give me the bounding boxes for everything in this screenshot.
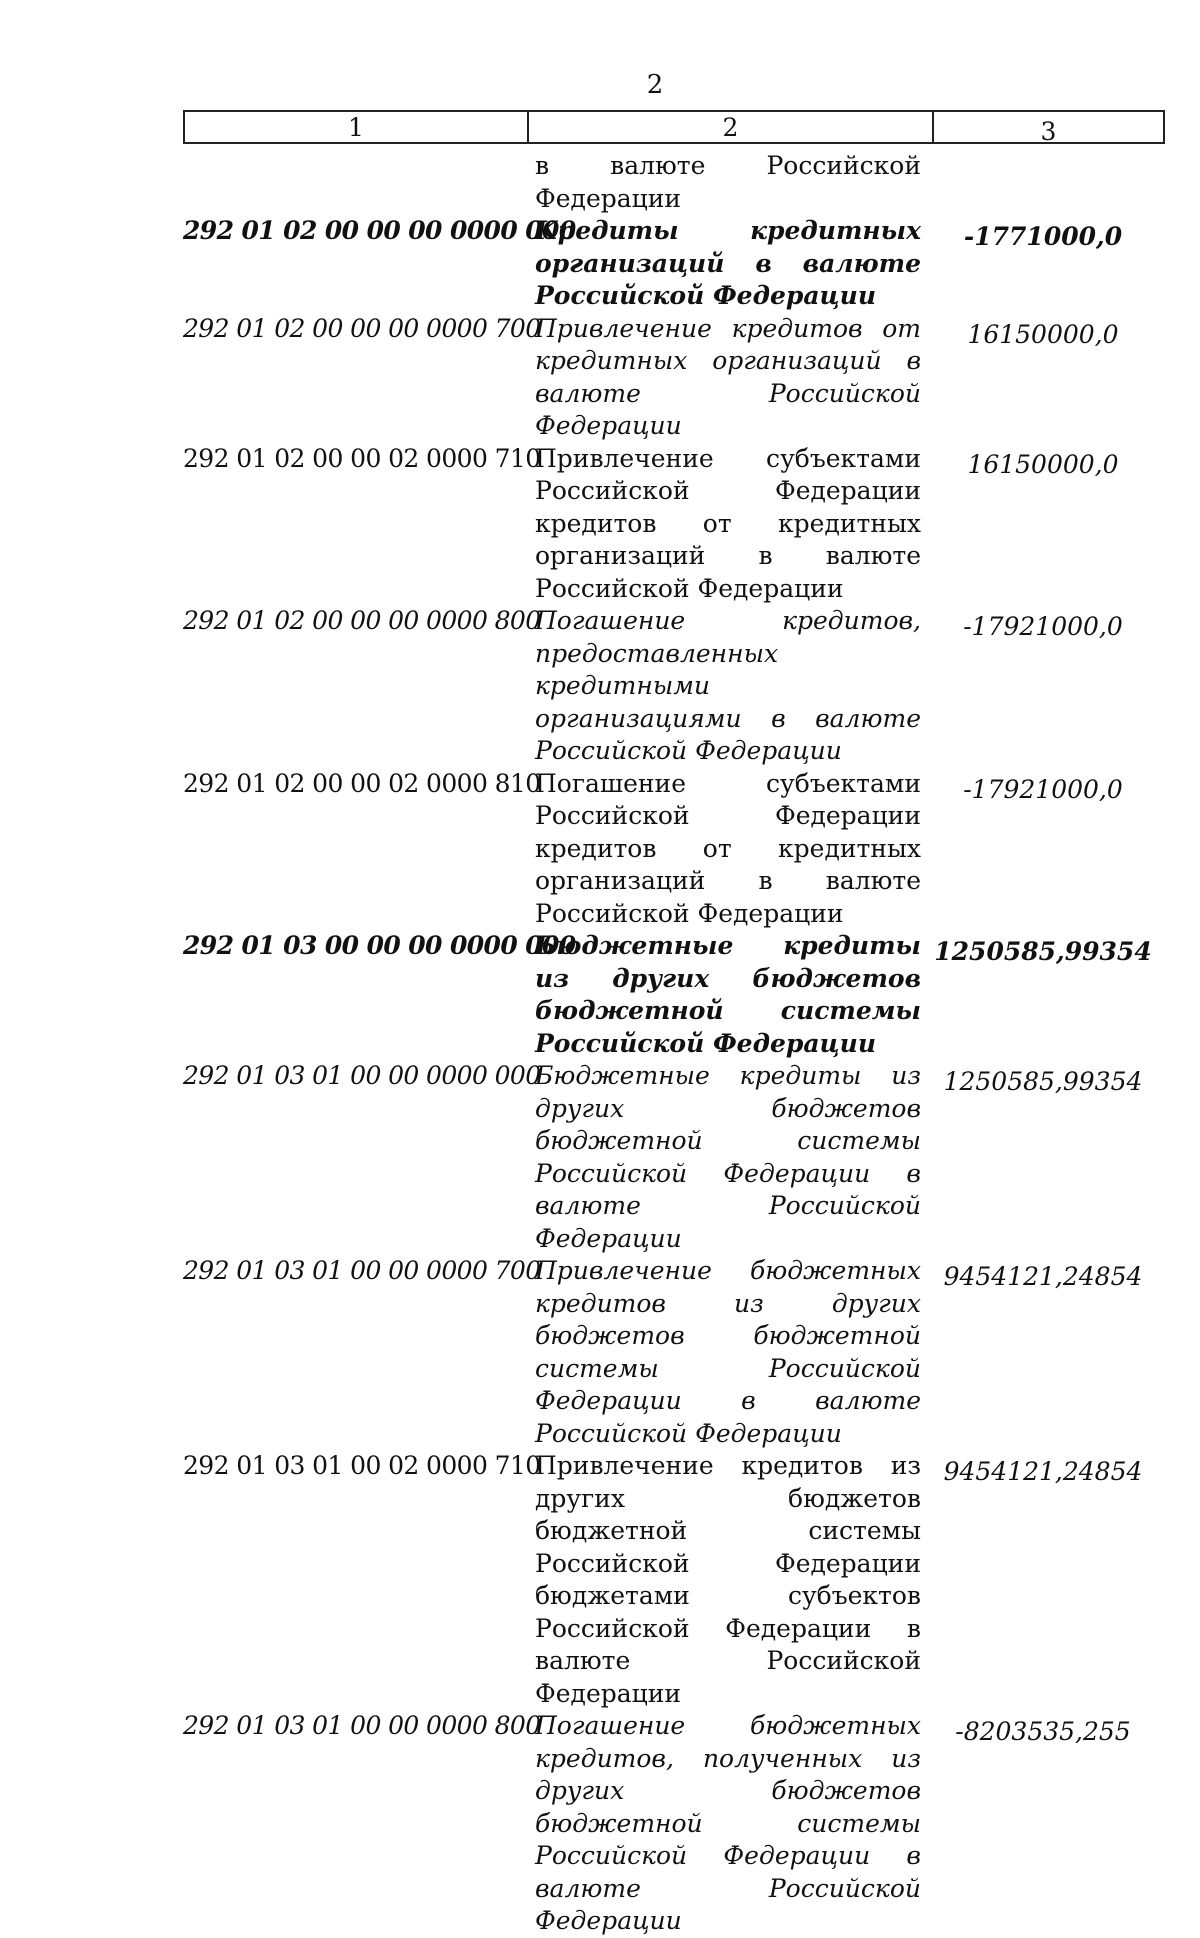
continued-text: в валюте Российской Федерации (535, 151, 921, 213)
item-description: Привлечение субъектами Российской Федерации кредитов от кредитных организаций в валюте Российской Федерации (535, 443, 921, 603)
item-amount: 1250585,99354 (943, 1067, 1143, 1096)
item-description: Погашение субъектами Российской Федерации кредитов от кредитных организаций в валюте Российской Федерации (535, 768, 921, 928)
table-row (183, 1255, 1165, 1450)
item-description: Бюджетные кредиты из других бюджетов бюджетной системы Российской Федерации (535, 931, 921, 1058)
table-row (183, 1450, 1165, 1710)
item-amount: 9454121,24854 (943, 1457, 1143, 1486)
table-row (183, 768, 1165, 931)
table-row (183, 605, 1165, 768)
budget-code: 292 01 03 01 00 02 0000 710 (183, 1451, 541, 1480)
item-amount: -17921000,0 (963, 774, 1123, 804)
item-amount: -1771000,0 (963, 222, 1123, 251)
item-description: Привлечение кредитов от кредитных организаций в валюте Российской Федерации (535, 313, 921, 440)
table-row (183, 215, 1165, 313)
item-description: Бюджетные кредиты из других бюджетов бюджетной системы Российской Федерации в валюте Российской Федерации (535, 1061, 921, 1253)
budget-code: 292 01 02 00 00 00 0000 700 (183, 313, 541, 343)
item-amount: -17921000,0 (963, 612, 1123, 641)
item-amount: -8203535,255 (955, 1717, 1131, 1746)
budget-code: 292 01 03 01 00 00 0000 000 (183, 1061, 541, 1090)
item-amount: 16150000,0 (967, 449, 1119, 479)
budget-code: 292 01 03 01 00 00 0000 800 (183, 1711, 541, 1740)
table-row (183, 930, 1165, 1060)
item-description: Привлечение бюджетных кредитов из других бюджетов бюджетной системы Российской Федерации в валюте Российской Федерации (535, 1256, 921, 1448)
table-header-col-3: 3 (1040, 117, 1057, 146)
table-body (183, 150, 1165, 1938)
table-row (183, 1710, 1165, 1938)
item-description: Кредиты кредитных организаций в валюте Российской Федерации (535, 216, 921, 310)
table-header-col-2: 2 (529, 112, 934, 142)
page-number: 2 (646, 70, 664, 100)
item-description: Погашение бюджетных кредитов, полученных из других бюджетов бюджетной системы Российской Федерации в валюте Российской Федерации (535, 1711, 921, 1935)
item-description: Погашение кредитов, предоставленных кредитными организациями в валюте Российской Федерации (535, 606, 921, 765)
budget-code: 292 01 03 01 00 00 0000 700 (183, 1256, 541, 1285)
budget-code: 292 01 02 00 00 00 0000 000 (183, 216, 576, 245)
budget-code: 292 01 02 00 00 02 0000 810 (183, 768, 541, 798)
table-row (183, 443, 1165, 606)
item-amount: 9454121,24854 (943, 1262, 1143, 1291)
budget-code: 292 01 03 00 00 00 0000 000 (183, 931, 576, 960)
budget-code: 292 01 02 00 00 00 0000 800 (183, 606, 541, 635)
item-amount: 1250585,99354 (934, 937, 1152, 966)
item-amount: 16150000,0 (967, 319, 1119, 349)
table-header (183, 110, 1165, 144)
table-row (183, 1060, 1165, 1255)
table-rows (183, 215, 1165, 1938)
table-row (183, 313, 1165, 443)
budget-code: 292 01 02 00 00 02 0000 710 (183, 443, 541, 473)
item-description: Привлечение кредитов из других бюджетов бюджетной системы Российской Федерации бюджетами субъектов Российской Федерации в валюте Российской Федерации (535, 1451, 921, 1708)
table-header-col-1: 1 (185, 112, 529, 142)
